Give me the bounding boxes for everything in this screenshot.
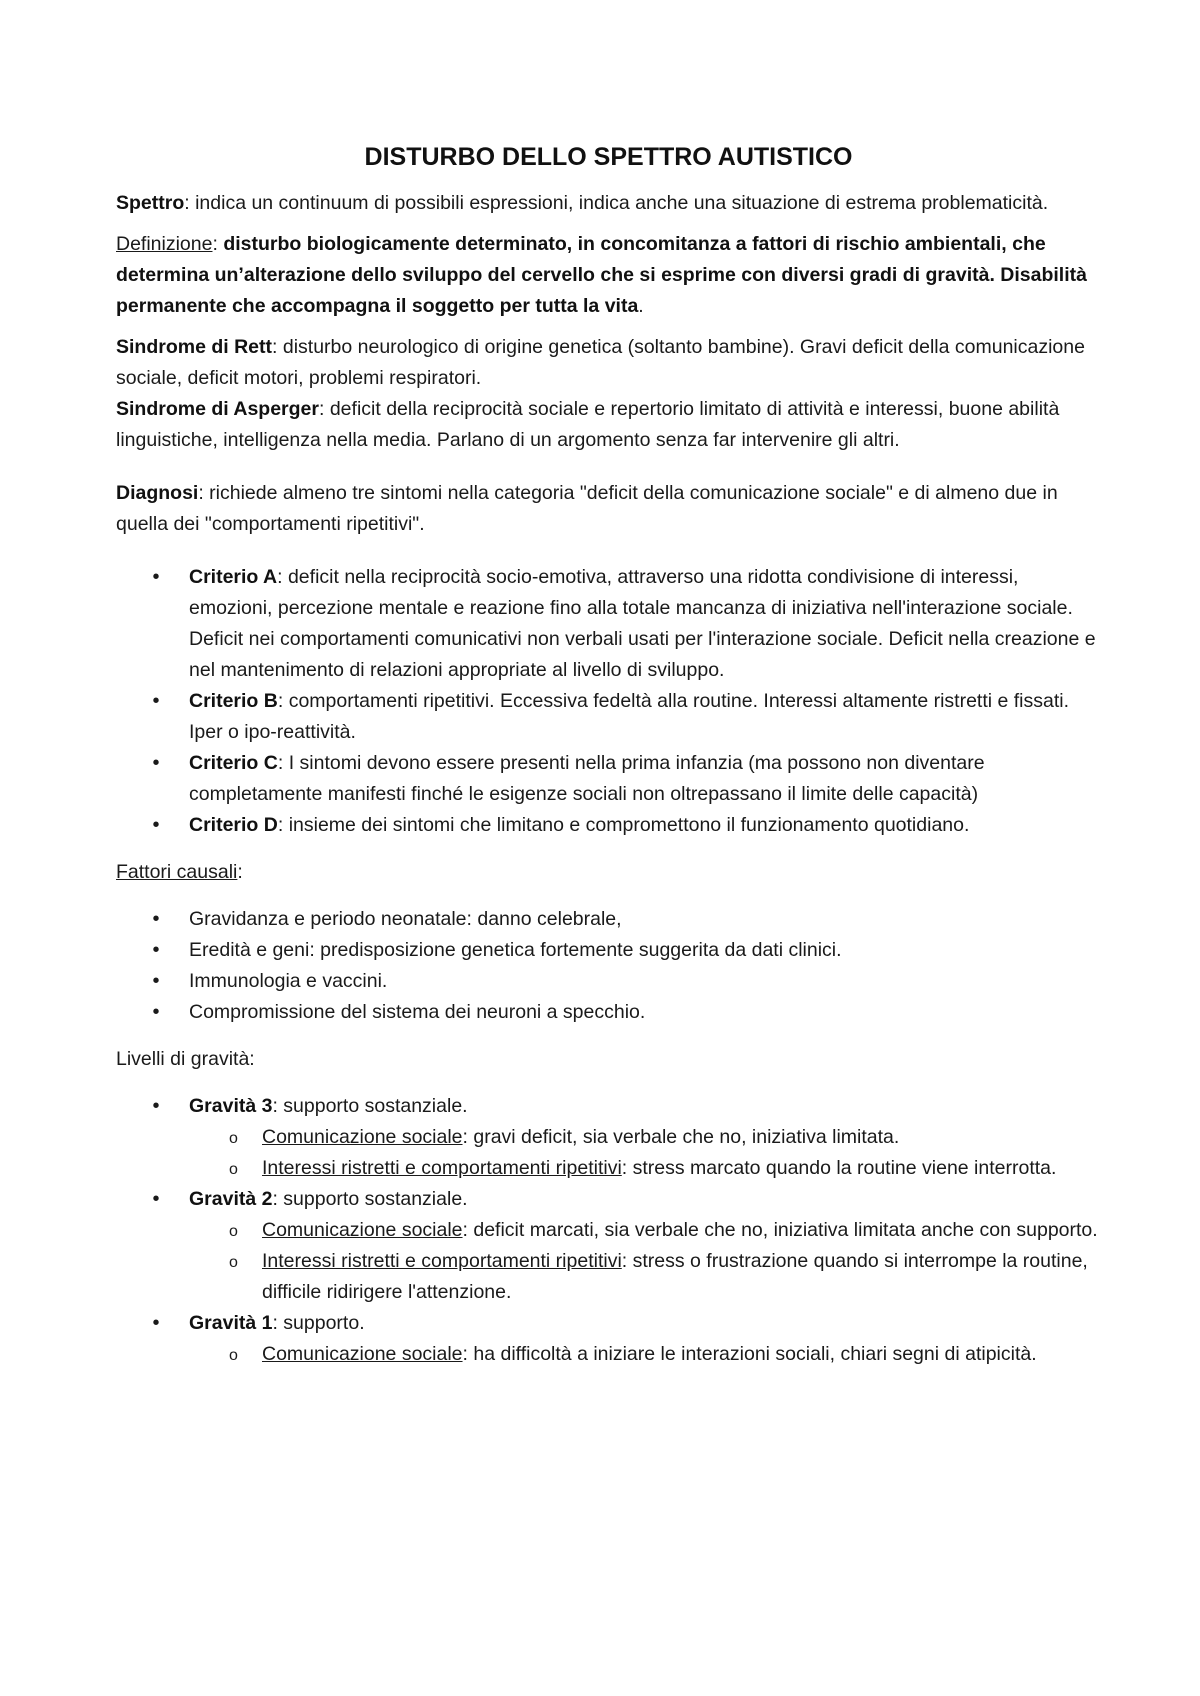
- sub-text: : stress marcato quando la routine viene interrotta.: [621, 1157, 1057, 1179]
- criterio-term: Criterio C: [189, 752, 278, 774]
- sub-text: : gravi deficit, sia verbale che no, iniziativa limitata.: [462, 1126, 900, 1148]
- sub-text: : ha difficoltà a iniziare le interazioni sociali, chiari segni di atipicità.: [462, 1343, 1037, 1365]
- criterio-text: : insieme dei sintomi che limitano e compromettono il funzionamento quotidiano.: [277, 814, 970, 836]
- fattori-list: [116, 904, 1101, 1028]
- term-rett: Sindrome di Rett: [116, 336, 273, 358]
- sub-bullet-icon: o: [229, 1223, 238, 1240]
- term-spettro: Spettro: [116, 192, 185, 214]
- gravita-term: Gravità 1: [189, 1312, 273, 1334]
- sub-bullet-icon: o: [229, 1161, 238, 1178]
- definizione-colon: :: [212, 233, 224, 255]
- paragraph-rett: [116, 332, 1101, 394]
- gravita-term: Gravità 3: [189, 1095, 273, 1117]
- sub-label: Comunicazione sociale: [262, 1219, 463, 1241]
- sub-bullet-icon: o: [229, 1130, 238, 1147]
- gravita-text: : supporto.: [272, 1312, 365, 1334]
- sub-bullet-icon: o: [229, 1347, 238, 1364]
- heading-fattori: [116, 857, 1101, 888]
- bullet-icon: •: [152, 814, 160, 836]
- bullet-icon: •: [152, 1188, 160, 1210]
- criterio-text: : comportamenti ripetitivi. Eccessiva fedeltà alla routine. Interessi altamente ristretti e fissati. Iper o ipo-reattività.: [189, 690, 1070, 743]
- bullet-icon: •: [152, 566, 160, 588]
- label-fattori: Fattori causali: [116, 861, 238, 883]
- list-item-gravita-3: [152, 1091, 1101, 1184]
- diagnosi-text: : richiede almeno tre sintomi nella categoria "deficit della comunicazione sociale" e di almeno due in quella dei "comportamenti ripetitivi".: [116, 482, 1058, 535]
- sublist-item: [229, 1339, 1101, 1370]
- bullet-icon: •: [152, 752, 160, 774]
- fattori-colon: :: [237, 861, 243, 883]
- term-diagnosi: Diagnosi: [116, 482, 199, 504]
- paragraph-definizione: [116, 229, 1101, 322]
- bullet-icon: •: [152, 939, 160, 961]
- sub-text: : deficit marcati, sia verbale che no, iniziativa limitata anche con supporto.: [462, 1219, 1098, 1241]
- sub-label: Comunicazione sociale: [262, 1343, 463, 1365]
- definizione-text: disturbo biologicamente determinato, in concomitanza a fattori di rischio ambientali, che determina un’alterazione dello sviluppo del cervello che si esprime con diversi gradi di gravità. Disabilità permanente che accompagna il soggetto per tutta la vita: [116, 233, 1087, 317]
- label-definizione: Definizione: [116, 233, 213, 255]
- bullet-icon: •: [152, 1095, 160, 1117]
- criterio-text: : I sintomi devono essere presenti nella prima infanzia (ma possono non diventare completamente manifesti finché le esigenze sociali non oltrepassano il limite delle capacità): [189, 752, 985, 805]
- definizione-end: .: [638, 295, 644, 317]
- criterio-term: Criterio A: [189, 566, 278, 588]
- sub-label: Interessi ristretti e comportamenti ripetitivi: [262, 1250, 622, 1272]
- bullet-icon: •: [152, 1001, 160, 1023]
- criterio-term: Criterio D: [189, 814, 278, 836]
- sub-label: Comunicazione sociale: [262, 1126, 463, 1148]
- criteri-list: [116, 562, 1101, 841]
- sub-bullet-icon: o: [229, 1254, 238, 1271]
- gravita-text: : supporto sostanziale.: [272, 1095, 468, 1117]
- sublist-item: [229, 1215, 1101, 1246]
- fattore-text: Compromissione del sistema dei neuroni a specchio.: [189, 1001, 646, 1023]
- paragraph-diagnosi: [116, 478, 1101, 540]
- bullet-icon: •: [152, 690, 160, 712]
- criterio-text: : deficit nella reciprocità socio-emotiva, attraverso una ridotta condivisione di interessi, emozioni, percezione mentale e reazione fino alla totale mancanza di iniziativa nell'interazione sociale. Deficit nei comportamenti comunicativi non verbali usati per l'interazione sociale. Deficit nella creazione e nel mantenimento di relazioni appropriate al livello di sviluppo.: [189, 566, 1096, 681]
- list-item-fattore: [152, 904, 1101, 935]
- rett-text: : disturbo neurologico di origine genetica (soltanto bambine). Gravi deficit della comunicazione sociale, deficit motori, problemi respiratori.: [116, 336, 1085, 389]
- document-body: [116, 140, 1101, 1380]
- list-item-criterio-c: [152, 748, 1101, 810]
- sublist-item: [229, 1153, 1101, 1184]
- livelli-list: [116, 1091, 1101, 1370]
- gravita-sublist: [189, 1215, 1101, 1308]
- fattore-text: Gravidanza e periodo neonatale: danno celebrale,: [189, 908, 622, 930]
- asperger-text: : deficit della reciprocità sociale e repertorio limitato di attività e interessi, buone abilità linguistiche, intelligenza nella media. Parlano di un argomento senza far intervenire gli altri.: [116, 398, 1060, 451]
- list-item-criterio-d: [152, 810, 1101, 841]
- fattore-text: Immunologia e vaccini.: [189, 970, 388, 992]
- bullet-icon: •: [152, 970, 160, 992]
- list-item-criterio-b: [152, 686, 1101, 748]
- fattore-text: Eredità e geni: predisposizione genetica fortemente suggerita da dati clinici.: [189, 939, 842, 961]
- gravita-sublist: [189, 1122, 1101, 1184]
- gravita-term: Gravità 2: [189, 1188, 273, 1210]
- list-item-fattore: [152, 935, 1101, 966]
- sub-text: : stress o frustrazione quando si interrompe la routine, difficile ridirigere l'attenzione.: [262, 1250, 1088, 1303]
- sub-label: Interessi ristretti e comportamenti ripetitivi: [262, 1157, 622, 1179]
- gravita-text: : supporto sostanziale.: [272, 1188, 468, 1210]
- list-item-gravita-2: [152, 1184, 1101, 1308]
- term-asperger: Sindrome di Asperger: [116, 398, 319, 420]
- sublist-item: [229, 1246, 1101, 1308]
- list-item-fattore: [152, 966, 1101, 997]
- page-title: DISTURBO DELLO SPETTRO AUTISTICO: [364, 143, 853, 171]
- list-item-criterio-a: [152, 562, 1101, 686]
- list-item-fattore: [152, 997, 1101, 1028]
- gravita-sublist: [189, 1339, 1101, 1370]
- paragraph-asperger: [116, 394, 1101, 456]
- paragraph-spettro: [116, 188, 1101, 219]
- criterio-term: Criterio B: [189, 690, 278, 712]
- bullet-icon: •: [152, 1312, 160, 1334]
- heading-livelli: Livelli di gravità:: [116, 1048, 255, 1070]
- bullet-icon: •: [152, 908, 160, 930]
- list-item-gravita-1: [152, 1308, 1101, 1370]
- spettro-text: : indica un continuum di possibili espressioni, indica anche una situazione di estrema problematicità.: [184, 192, 1049, 214]
- sublist-item: [229, 1122, 1101, 1153]
